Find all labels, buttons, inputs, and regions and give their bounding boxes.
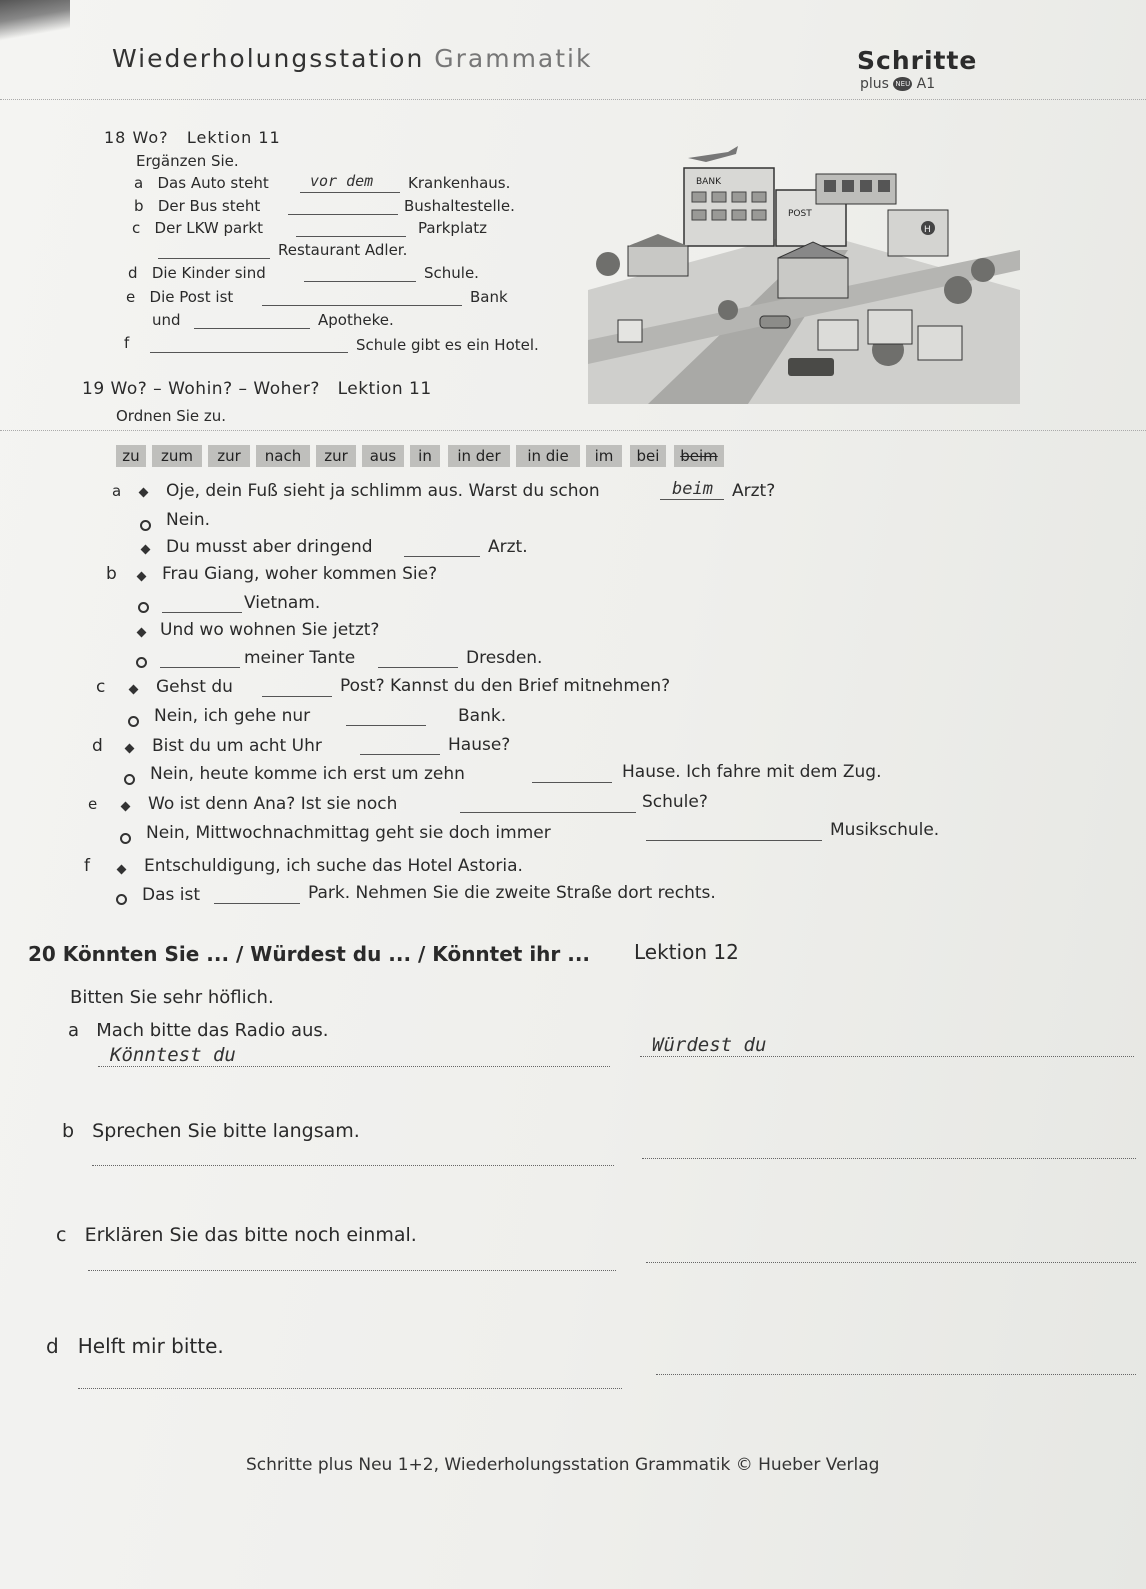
ex20-heading: 20 Könnten Sie ... / Würdest du ... / Könntet ihr ... [28, 942, 591, 966]
speaker-circle-icon [136, 657, 147, 668]
ex18-d-noun: Schule. [424, 264, 479, 282]
word-chip[interactable]: im [586, 445, 622, 467]
bus-icon [788, 358, 834, 376]
ex18-e-prompt: e Die Post ist [126, 288, 234, 306]
ex18-e-blank[interactable] [262, 305, 462, 306]
ex19-d-reply: Nein, heute komme ich erst um zehn [150, 764, 465, 784]
ex19-e-reply: Nein, Mittwochnachmittag geht sie doch immer [146, 823, 551, 843]
ex19-letter-c: c [96, 677, 106, 697]
ex20-a-answer1: Könntest du [110, 1044, 236, 1066]
ex19-a-reply: Nein. [166, 510, 211, 530]
speaker-diamond-icon [117, 865, 127, 875]
ex19-e-reply-post: Musikschule. [830, 820, 940, 840]
speaker-diamond-icon [129, 685, 139, 695]
city-illustration [588, 140, 1020, 404]
ex19-instruction: Ordnen Sie zu. [116, 407, 227, 425]
header-rule [0, 99, 1146, 100]
ex19-e-blank[interactable] [460, 812, 636, 813]
ex19-f-reply-post: Park. Nehmen Sie die zweite Straße dort rechts. [308, 883, 716, 903]
ex19-c-blank[interactable] [262, 696, 332, 697]
speaker-circle-icon [140, 520, 151, 531]
ex18-f-blank[interactable] [150, 352, 348, 353]
ex18-instruction: Ergänzen Sie. [136, 152, 239, 170]
ex18-a-answer: vor dem [310, 172, 374, 190]
ex19-rule [0, 430, 1146, 431]
speaker-diamond-icon [139, 488, 149, 498]
brand-badge: NEU [893, 77, 912, 91]
ex20-a-line1[interactable] [98, 1066, 610, 1067]
ex18-a-prompt: a Das Auto steht [134, 174, 269, 192]
page-title [112, 44, 592, 73]
ex19-f-question: Entschuldigung, ich suche das Hotel Astoria. [144, 856, 523, 876]
ex19-letter-e: e [88, 795, 98, 813]
ex18-e2-noun: Apotheke. [318, 311, 394, 329]
ex19-b-blank[interactable] [162, 612, 242, 613]
ex20-d-sentence: d Helft mir bitte. [46, 1334, 224, 1358]
speaker-diamond-icon [137, 628, 147, 638]
speaker-diamond-icon [141, 545, 151, 555]
word-chip[interactable]: zur [316, 445, 356, 467]
ex18-b-blank[interactable] [288, 214, 398, 215]
ex19-c-question-post: Post? Kannst du den Brief mitnehmen? [340, 676, 671, 696]
ex18-c-noun: Parkplatz [418, 219, 488, 237]
speaker-circle-icon [116, 894, 127, 905]
word-chip[interactable]: in [410, 445, 440, 467]
speaker-diamond-icon [125, 744, 135, 754]
ex19-c-question: Gehst du [156, 677, 233, 697]
ex18-d-blank[interactable] [304, 281, 416, 282]
word-chip[interactable]: bei [630, 445, 666, 467]
ex19-a-answer: beim [672, 479, 713, 499]
ex18-a-blank[interactable] [300, 192, 400, 193]
ex20-b-line2[interactable] [642, 1158, 1136, 1159]
brand-level: A1 [916, 76, 936, 92]
title-bold: Wiederholungsstation [112, 44, 425, 73]
ex19-a-blank2[interactable] [404, 556, 480, 557]
word-chip[interactable]: in der [448, 445, 510, 467]
speaker-circle-icon [120, 833, 131, 844]
car-icon [760, 316, 790, 328]
ex19-letter-d: d [92, 736, 103, 756]
ex18-f-noun: Schule gibt es ein Hotel. [356, 336, 539, 354]
brand-sub [860, 76, 935, 92]
ex19-d-question: Bist du um acht Uhr [152, 736, 322, 756]
word-chip[interactable]: aus [362, 445, 404, 467]
ex19-heading: 19 Wo? – Wohin? – Woher? Lektion 11 [82, 379, 432, 399]
ex19-a-line3: Du musst aber dringend [166, 537, 373, 557]
ex19-b-blank3[interactable] [378, 667, 458, 668]
ex20-c-sentence: c Erklären Sie das bitte noch einmal. [56, 1224, 417, 1246]
ex18-c2-blank[interactable] [158, 258, 270, 259]
bank-sign: BANK [696, 177, 721, 187]
ex19-b-reply: Vietnam. [244, 593, 321, 613]
ex20-d-line2[interactable] [656, 1374, 1136, 1375]
speaker-circle-icon [124, 774, 135, 785]
ex19-a-blank[interactable] [660, 499, 724, 500]
ex19-c-reply-post: Bank. [458, 706, 507, 726]
title-light: Grammatik [434, 44, 593, 73]
brand-logo: Schritte [857, 46, 978, 75]
ex19-letter-f: f [84, 856, 90, 876]
ex20-lektion: Lektion 12 [634, 940, 739, 964]
ex18-c2-noun: Restaurant Adler. [278, 241, 408, 259]
hotel-sign: H [924, 225, 931, 235]
ex18-e-noun: Bank [470, 288, 508, 306]
ex19-b-question2: Und wo wohnen Sie jetzt? [160, 620, 380, 640]
ex19-d-blank2[interactable] [532, 782, 612, 783]
speaker-circle-icon [138, 602, 149, 613]
ex19-e-question-post: Schule? [642, 792, 708, 812]
ex19-d-blank[interactable] [360, 754, 440, 755]
ex20-c-line1[interactable] [88, 1270, 616, 1271]
ex18-b-prompt: b Der Bus steht [134, 197, 261, 215]
ex19-b-reply2-mid: meiner Tante [244, 648, 356, 668]
word-chip[interactable]: nach [256, 445, 310, 467]
ex20-d-line1[interactable] [78, 1388, 622, 1389]
ex19-a-line3-post: Arzt. [488, 537, 528, 557]
speaker-diamond-icon [121, 802, 131, 812]
ex20-b-line1[interactable] [92, 1165, 614, 1166]
ex19-c-reply: Nein, ich gehe nur [154, 706, 311, 726]
ex20-a-sentence: a Mach bitte das Radio aus. [68, 1020, 329, 1041]
ex19-b-blank2[interactable] [160, 667, 240, 668]
ex19-letter-b: b [106, 564, 117, 584]
page-edge-shadow [0, 0, 70, 42]
ex19-f-blank[interactable] [214, 903, 300, 904]
ex18-e2-blank[interactable] [194, 328, 310, 329]
ex18-e2-prompt: und [152, 311, 181, 329]
ex20-instruction: Bitten Sie sehr höflich. [70, 987, 274, 1008]
ex20-a-answer2: Würdest du [652, 1034, 767, 1056]
word-chip[interactable]: in die [516, 445, 580, 467]
ex20-a-line2[interactable] [640, 1056, 1134, 1057]
page-footer: Schritte plus Neu 1+2, Wiederholungsstation Grammatik © Hueber Verlag [246, 1455, 880, 1475]
speaker-circle-icon [128, 716, 139, 727]
ex19-f-reply: Das ist [142, 885, 201, 905]
post-sign: POST [788, 209, 812, 219]
airplane-icon [688, 146, 738, 162]
ex19-e-blank2[interactable] [646, 840, 822, 841]
word-chip[interactable]: zu [116, 445, 146, 467]
brand-plus: plus [860, 76, 889, 92]
ex20-b-sentence: b Sprechen Sie bitte langsam. [62, 1120, 360, 1142]
ex18-b-noun: Bushaltestelle. [404, 197, 515, 215]
ex19-a-post: Arzt? [732, 481, 776, 501]
ex19-d-question-post: Hause? [448, 735, 511, 755]
ex19-letter-a: a [112, 482, 122, 500]
ex18-f-letter: f [124, 334, 130, 352]
speaker-diamond-icon [137, 572, 147, 582]
ex18-c-prompt: c Der LKW parkt [132, 219, 263, 237]
hotel-building [888, 210, 948, 256]
ex19-b-reply2-post: Dresden. [466, 648, 543, 668]
ex19-e-question: Wo ist denn Ana? Ist sie noch [148, 794, 398, 814]
word-chip-crossed[interactable]: beim [674, 445, 724, 467]
word-chip[interactable]: zur [208, 445, 250, 467]
ex18-heading: 18 Wo? Lektion 11 [104, 128, 281, 147]
ex18-d-prompt: d Die Kinder sind [128, 264, 266, 282]
ex19-c-blank2[interactable] [346, 725, 426, 726]
ex19-d-reply-post: Hause. Ich fahre mit dem Zug. [622, 762, 882, 782]
ex19-a-question: Oje, dein Fuß sieht ja schlimm aus. Warst du schon [166, 481, 600, 501]
ex20-c-line2[interactable] [646, 1262, 1136, 1263]
ex18-c-blank[interactable] [296, 236, 406, 237]
ex18-a-noun: Krankenhaus. [408, 174, 511, 192]
ex19-b-question: Frau Giang, woher kommen Sie? [162, 564, 438, 584]
word-chip[interactable]: zum [152, 445, 202, 467]
